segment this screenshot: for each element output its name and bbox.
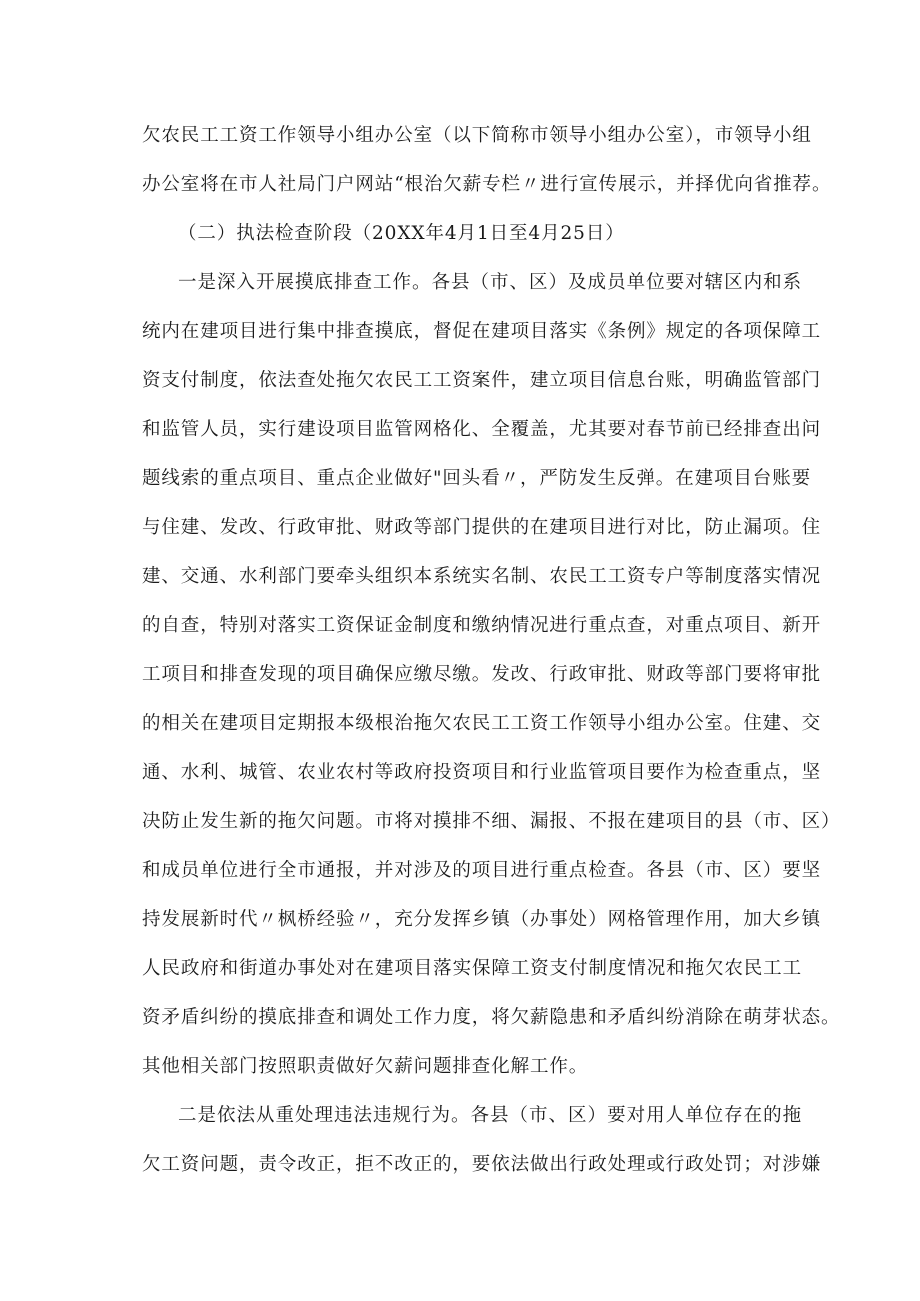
paragraph-line: 其他相关部门按照职责做好欠薪问题排查化解工作。 bbox=[142, 1056, 589, 1077]
paragraph-line: 决防止发生新的拖欠问题。市将对摸排不细、漏报、不报在建项目的县（市、区） bbox=[142, 811, 841, 832]
paragraph-line: 二是依法从重处理违法违规行为。各县（市、区）要对用人单位存在的拖 bbox=[178, 1105, 802, 1126]
section-heading: （二）执法检查阶段（20XX年4月1日至4月25日） bbox=[178, 223, 625, 244]
paragraph-line: 题线索的重点项目、重点企业做好"回头看〃，严防发生反弹。在建项目台账要 bbox=[142, 468, 812, 489]
paragraph-line: 资支付制度，依法查处拖欠农民工工资案件，建立项目信息台账，明确监管部门 bbox=[142, 370, 822, 391]
paragraph-line: 资矛盾纠纷的摸底排查和调处工作力度，将欠薪隐患和矛盾纠纷消除在萌芽状态。 bbox=[142, 1007, 841, 1028]
paragraph-line: 持发展新时代〃枫桥经验〃，充分发挥乡镇（办事处）网格管理作用，加大乡镇 bbox=[142, 909, 822, 930]
paragraph-line: 建、交通、水利部门要牵头组织本系统实名制、农民工工资专户等制度落实情况 bbox=[142, 566, 822, 587]
paragraph-line: 的自查，特别对落实工资保证金制度和缴纳情况进行重点查，对重点项目、新开 bbox=[142, 615, 822, 636]
paragraph-line: 工项目和排查发现的项目确保应缴尽缴。发改、行政审批、财政等部门要将审批 bbox=[142, 664, 822, 685]
paragraph-line: 和监管人员，实行建设项目监管网格化、全覆盖，尤其要对春节前已经排查出问 bbox=[142, 419, 822, 440]
paragraph-line: 与住建、发改、行政审批、财政等部门提供的在建项目进行对比，防止漏项。住 bbox=[142, 517, 822, 538]
paragraph-line: 欠工资问题，责令改正，拒不改正的，要依法做出行政处理或行政处罚；对涉嫌 bbox=[142, 1154, 822, 1175]
paragraph-line: 的相关在建项目定期报本级根治拖欠农民工工资工作领导小组办公室。住建、交 bbox=[142, 713, 822, 734]
paragraph-line: 欠农民工工资工作领导小组办公室（以下简称市领导小组办公室），市领导小组 bbox=[142, 125, 812, 146]
paragraph-line: 统内在建项目进行集中排查摸底，督促在建项目落实《条例》规定的各项保障工 bbox=[142, 321, 822, 342]
paragraph-line: 人民政府和街道办事处对在建项目落实保障工资支付制度情况和拖欠农民工工 bbox=[142, 958, 802, 979]
paragraph-line: 和成员单位进行全市通报，并对涉及的项目进行重点检查。各县（市、区）要坚 bbox=[142, 860, 822, 881]
paragraph-line: 一是深入开展摸底排查工作。各县（市、区）及成员单位要对辖区内和系 bbox=[178, 272, 802, 293]
paragraph-line: 通、水利、城管、农业农村等政府投资项目和行业监管项目要作为检查重点，坚 bbox=[142, 762, 822, 783]
paragraph-line: 办公室将在市人社局门户网站“根治欠薪专栏〃进行宣传展示，并择优向省推荐。 bbox=[142, 174, 832, 195]
